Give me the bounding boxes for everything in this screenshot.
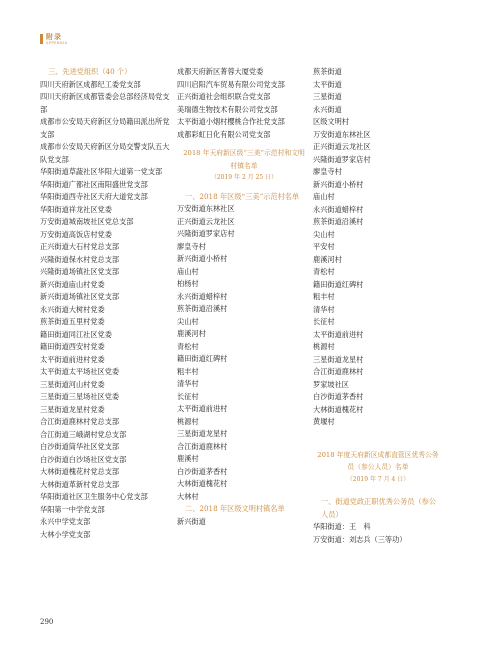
list-item: 兴隆街道场镇社区党支部 (40, 267, 120, 276)
list-item: 华阳街道西寺社区天府大道党支部 (40, 192, 148, 201)
list-item: 三星街道龙星村党委 (40, 404, 105, 414)
list-item: 新兴街道小桥村 (177, 254, 228, 263)
section-title-street-leaders: 一、街道党政正职优秀公务员（参公人员） (321, 497, 437, 519)
list-item: 万安街道高饭店村党委 (40, 229, 112, 239)
list-item: 合江街道鹿林村 (177, 441, 228, 451)
list-item: 正兴街道云龙社区 (313, 142, 371, 151)
list-item: 兴隆街道罗家店村 (313, 154, 371, 164)
list-item: 太平街道前进村 (177, 404, 228, 413)
header-subtitle: APPENDIX (46, 41, 68, 45)
list-item: 白沙街道筒华社区党支部 (40, 442, 120, 451)
list-item: 新兴街道庙山村党委 (40, 279, 105, 289)
list-item: 华阳街道：王 科 (313, 522, 371, 531)
header-accent-bar (40, 34, 43, 44)
list-item: 万安街道：刘志兵（三等功） (313, 534, 407, 544)
list-item: 太平街道太平场社区党委 (40, 367, 120, 376)
list-item: 兴隆街道保水村党总支部 (40, 254, 120, 264)
list-item: 大林街道槐花村党总支部 (40, 467, 120, 476)
list-item: 大林村 (177, 491, 199, 501)
list-item: 青松村 (313, 267, 335, 276)
list-item: 合江街道鹿林村 (313, 367, 364, 376)
list-item: 大林小学党支部 (40, 529, 91, 539)
list-item: 清华村 (177, 379, 199, 388)
list-item: 长征村 (313, 317, 335, 326)
list-item: 柏杨村 (177, 279, 199, 288)
list-item: 桃源村 (313, 342, 335, 351)
list-item: 廖皇寺村 (177, 241, 206, 251)
list-item: 永兴中学党支部 (40, 517, 91, 526)
list-item: 大林街道革新村党总支部 (40, 479, 120, 489)
list-item: 黄堰村 (313, 417, 335, 426)
list-item: 成都市公安局天府新区分局交警支队五大队党支部 (40, 142, 170, 164)
list-item: 三星街道三星场社区党委 (40, 392, 120, 401)
list-item: 太平街道小烟村樱桃合作社党支部 (177, 117, 285, 126)
list-item: 太平街道前进村党委 (40, 354, 105, 364)
list-item: 永兴街道 (313, 104, 342, 114)
list-item: 长征村 (177, 391, 199, 401)
list-item: 廖皇寺村 (313, 167, 342, 176)
list-item: 华阳街道社区卫生服务中心党支部 (40, 492, 148, 501)
list-item: 四川天府新区成都管委会总部经济局党支部 (40, 92, 170, 114)
page-number: 290 (40, 618, 54, 626)
list-item: 青松村 (177, 341, 199, 351)
list-item: 籍田街道红碑村 (177, 354, 228, 363)
list-item: 成都市公安局天府新区分局籍田派出所党支部 (40, 117, 170, 139)
list-item: 煎茶街道五里村党委 (40, 317, 105, 326)
list-item: 华阳街道广都社区南阳盛世党支部 (40, 179, 148, 189)
block-heading-excellent-civil-servants: 2018 年度天府新区成都直管区优秀公务员（参公人员）名单 (317, 450, 439, 471)
list-item: 桃源村 (177, 416, 199, 426)
list-item: 成都彩虹日化有限公司党支部 (177, 129, 271, 139)
block-heading-three-beauty-villages: 2018 年天府新区级“三美”示范村和文明村镇名单 (183, 149, 305, 170)
advanced-party-org-list (40, 79, 175, 542)
list-item: 白沙街道白沙场社区党支部 (40, 454, 127, 464)
list-item: 庙山村 (177, 266, 199, 276)
list-item: 煎茶街道沿溪村 (177, 304, 228, 313)
section-title-advanced-party-orgs: 三、先进党组织（40 个） (48, 67, 132, 76)
list-item: 大林街道槐花村 (177, 479, 228, 488)
list-item: 鹿溪村 (177, 454, 199, 463)
list-item: 煎茶街道 (313, 67, 342, 76)
list-item: 正兴街道大石村党总支部 (40, 242, 120, 251)
list-item: 籍田街道同江社区党委 (40, 329, 112, 339)
list-item: 籍田街道西安村党委 (40, 342, 105, 351)
list-item: 鹿溪河村 (177, 329, 206, 338)
list-item: 籍田街道红碑村 (313, 279, 364, 289)
list-item: 尖山村 (313, 229, 335, 239)
list-item: 三星街道龙星村 (313, 354, 364, 364)
list-item: 粗丰村 (313, 292, 335, 301)
list-item: 三星街道河山村党委 (40, 379, 105, 389)
list-item: 区级文明村 (313, 117, 349, 126)
list-item: 万安街道东林社区 (177, 204, 235, 213)
column-1 (40, 66, 175, 541)
list-item: 鹿溪河村 (313, 254, 342, 264)
list-item: 正兴街道社会组织联合党支部 (177, 92, 271, 101)
list-item: 粗丰村 (177, 366, 199, 376)
list-item: 永兴街道蜡梓村 (177, 291, 228, 301)
list-item: 新兴街道场镇社区党支部 (40, 292, 120, 301)
list-item: 万安街道城南坡社区党总支部 (40, 217, 134, 226)
list-item: 尖山村 (177, 316, 199, 326)
list-item: 正兴街道云龙社区 (177, 216, 235, 226)
list-item: 四川启阳汽车贸易有限公司党支部 (177, 79, 285, 89)
list-item: 合江街道鹿林村党总支部 (40, 417, 120, 426)
list-item: 三星街道龙星村 (177, 429, 228, 438)
list-item: 华阳街道祥龙社区党委 (40, 204, 112, 214)
party-org-list-continued (177, 66, 311, 141)
list-item: 万安街道东林社区 (313, 129, 371, 139)
three-beauty-village-list (177, 203, 311, 503)
list-item: 成都天府新区菁蓉大厦党委 (177, 67, 264, 76)
list-item: 合江街道三峨湖村党总支部 (40, 429, 127, 439)
civilized-village-list (313, 66, 443, 429)
list-item: 新兴街道小桥村 (313, 179, 364, 189)
list-item: 永兴街道大树村党委 (40, 304, 105, 314)
list-item: 兴隆街道罗家店村 (177, 229, 235, 238)
list-item: 太平街道前进村 (313, 329, 364, 339)
list-item: 煎茶街道沿溪村 (313, 217, 364, 226)
section-title-civilized-towns: 二、2018 年区级文明村镇名单 (185, 504, 285, 513)
list-item: 白沙街道茅香村 (313, 392, 364, 401)
list-item: 罗家坡社区 (313, 379, 349, 389)
list-item: 清华村 (313, 304, 335, 314)
list-item: 四川天府新区成都纪工委党支部 (40, 79, 141, 89)
list-item: 平安村 (313, 242, 335, 251)
list-item: 华阳第一中学党支部 (40, 504, 105, 514)
list-item: 庙山村 (313, 192, 335, 201)
block-date-1: （2019 年 2 月 25 日） (210, 174, 278, 181)
list-item: 美瑞德生物技术有限公司党支部 (177, 104, 278, 114)
civilized-town-list (177, 516, 311, 529)
list-item: 三星街道 (313, 92, 342, 101)
list-item: 新兴街道 (177, 516, 206, 526)
section-title-three-beauty-villages: 一、2018 年区级“三美”示范村名单 (185, 191, 300, 201)
column-2 (177, 66, 311, 528)
list-item: 永兴街道蜡梓村 (313, 204, 364, 214)
block-date-2: （2019 年 7 月 4 日） (346, 475, 410, 483)
header-title: 附录 (46, 32, 62, 41)
list-item: 大林街道槐花村 (313, 404, 364, 414)
list-item: 华阳街道草蔬社区华阳大道第一党支部 (40, 167, 163, 176)
list-item: 白沙街道茅香村 (177, 466, 228, 476)
list-item: 太平街道 (313, 79, 342, 89)
civil-servant-list (313, 521, 443, 546)
column-3 (313, 66, 443, 546)
